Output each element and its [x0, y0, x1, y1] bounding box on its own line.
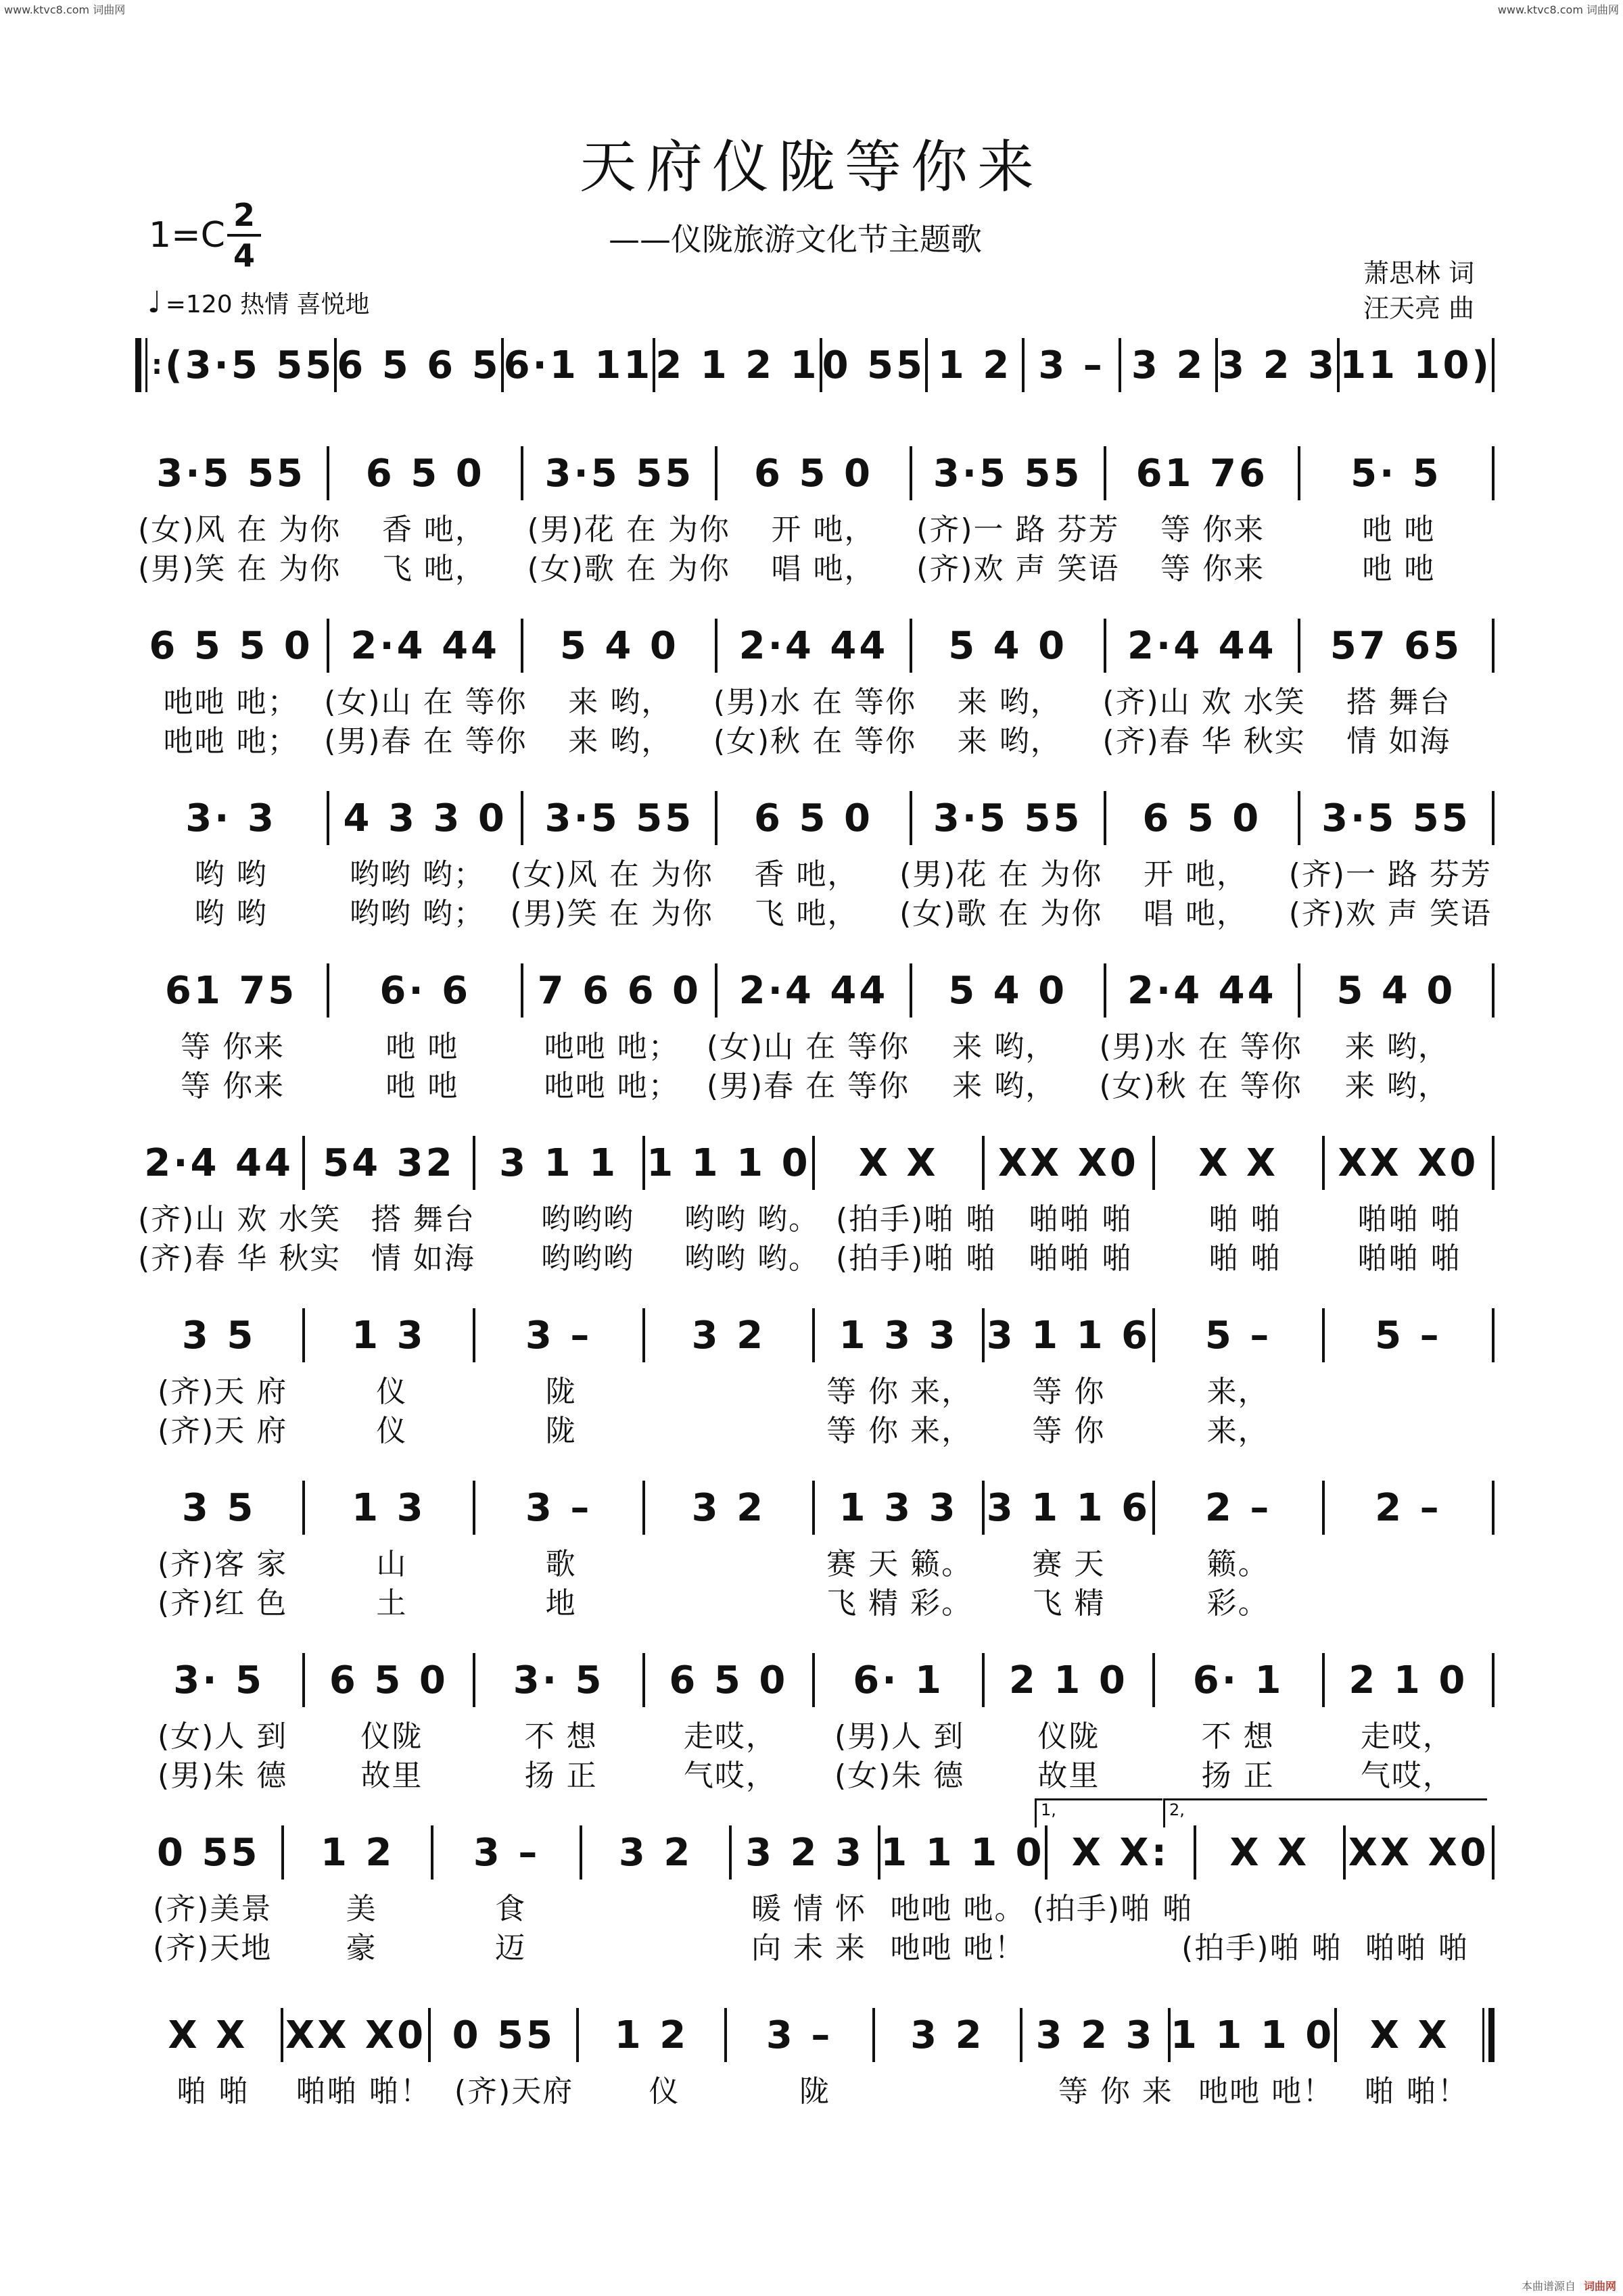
lyric-segment: 等 你 来， [826, 1414, 973, 1448]
footer-logo: 词曲网 [1583, 2280, 1616, 2293]
repeat-start-barline: : [135, 338, 165, 392]
lyric-segment: 来 哟， [957, 724, 1062, 759]
lyric-segment: (齐)春 华 秋实 [1102, 724, 1306, 759]
lyric-segment: (齐)山 欢 水笑 [1102, 685, 1306, 719]
lyric-segment: (齐)一 路 芬芳 [916, 512, 1120, 547]
lyric-segment: (拍手)啪 啪 [835, 1202, 997, 1237]
lyric-line-1 [135, 679, 1495, 719]
measure: 3 – [473, 1830, 540, 1875]
measure: 3·5 55 [933, 451, 1083, 496]
measure: XX X0 [1338, 1141, 1479, 1185]
lyric-segment: 啪 啪 [1208, 1202, 1282, 1237]
lyric-segment: 啪啪 啪 [1029, 1202, 1133, 1237]
measure: 5· 5 [1350, 451, 1442, 496]
lyric-segment: 来 哟， [1344, 1030, 1449, 1064]
lyric-segment: 走哎， [683, 1719, 777, 1754]
measure: 54 32 [323, 1141, 455, 1185]
measure: 1 3 3 [839, 1313, 958, 1358]
lyric-segment: (齐)欢 声 笑语 [916, 552, 1120, 586]
notation-line [135, 1819, 1495, 1886]
measure: 3·5 55 [1321, 796, 1471, 840]
lyric-segment: 等 你来 [1160, 552, 1265, 586]
composer: 汪天亮 曲 [1363, 293, 1475, 323]
volta-bracket-1: 1, [1035, 1798, 1162, 1827]
lyric-segment: (男)人 到 [834, 1719, 965, 1754]
measure: 3 5 [181, 1485, 256, 1530]
measure: 6 5 0 [365, 451, 485, 496]
barline [1492, 619, 1495, 673]
measure: 3·5 55 [933, 796, 1083, 840]
quarter-note-icon: ♩ [147, 285, 162, 320]
lyric-line-1 [135, 1369, 1495, 1408]
lyric-segment: 吔吔 吔； [544, 1069, 680, 1103]
measure: 5 4 0 [559, 623, 679, 668]
measure: 1 3 [352, 1485, 426, 1530]
lyric-line-2 [135, 1753, 1495, 1792]
lyric-segment: 唱 吔， [1144, 896, 1248, 931]
system-11 [135, 2001, 1495, 2108]
lyric-segment: 来 哟， [1344, 1069, 1449, 1103]
lyric-segment: (女)山 在 等你 [324, 685, 527, 719]
lyric-segment: 啪啪 啪 [1365, 1931, 1469, 1965]
time-signature-top: 2 [233, 197, 255, 233]
measure: 0 55 [157, 1830, 260, 1875]
lyric-segment: (女)秋 在 等你 [713, 724, 917, 759]
song-subtitle: ——仪陇旅游文化节主题歌 [609, 221, 982, 258]
notation-line [135, 2001, 1495, 2069]
measure: 3· 5 [513, 1658, 605, 1702]
time-signature [227, 197, 261, 273]
measure: 5 4 0 [948, 968, 1068, 1013]
lyric-segment: (女)风 在 为你 [138, 512, 342, 547]
lyric-segment: 哟哟 哟； [349, 896, 485, 931]
barline [1492, 338, 1495, 392]
lyric-segment: (男)笑 在 为你 [138, 552, 342, 586]
system-8 [135, 1474, 1495, 1620]
measure: 3 1 1 6 [986, 1313, 1151, 1358]
lyric-segment: (齐)客 家 [157, 1547, 288, 1581]
lyric-segment: 等 你 来， [826, 1374, 973, 1409]
measure: 3 2 [691, 1485, 766, 1530]
measure: 1 1 1 0 [1170, 2013, 1335, 2057]
system-10 [135, 1800, 1495, 1965]
measure: 6· 6 [379, 968, 471, 1013]
measure: 2 1 0 [1008, 1658, 1128, 1702]
system-7 [135, 1301, 1495, 1448]
song-title: 天府仪陇等你来 [579, 134, 1043, 200]
lyric-segment: 哟哟 哟。 [684, 1241, 820, 1276]
lyric-segment: (拍手)啪 啪 [1032, 1892, 1194, 1926]
lyric-line-2 [135, 891, 1495, 930]
credits [1363, 256, 1474, 326]
lyric-segment: 赛 天 籁。 [826, 1547, 973, 1581]
measure: 3 2 [618, 1830, 693, 1875]
measure: 3 2 3 [1218, 343, 1338, 387]
lyric-segment: (男)笑 在 为你 [510, 896, 713, 931]
measure: X X: [1071, 1830, 1169, 1875]
measure: X X [1198, 1141, 1279, 1185]
measure: X X [168, 2013, 248, 2057]
lyric-segment: 来 哟， [568, 724, 673, 759]
measure: 3 – [525, 1313, 592, 1358]
lyric-line-2 [135, 546, 1495, 585]
measure: (3·5 55 [165, 343, 335, 387]
lyric-segment: (齐)山 欢 水笑 [138, 1202, 342, 1237]
lyric-segment: 哟哟 哟； [349, 857, 485, 892]
lyric-segment: 等 你来 [1160, 512, 1265, 547]
lyric-segment: 啪啪 啪！ [296, 2074, 431, 2109]
measure: 3 – [525, 1485, 592, 1530]
lyric-segment: (女)山 在 等你 [706, 1030, 910, 1064]
measure: 6· 1 [853, 1658, 944, 1702]
lyric-segment: (齐)天 府 [157, 1374, 288, 1409]
measure: 1 2 [320, 1830, 395, 1875]
lyric-segment: 故里 [360, 1759, 423, 1793]
barline [1492, 1308, 1495, 1362]
measure: 1 2 [937, 343, 1012, 387]
lyric-segment: 彩。 [1206, 1586, 1269, 1621]
lyric-segment: 开 吔， [1144, 857, 1248, 892]
measure: XX X0 [1348, 1830, 1489, 1875]
system-1 [135, 331, 1495, 399]
lyric-segment: 搭 舞台 [1346, 685, 1451, 719]
notation-line [135, 331, 1495, 399]
lyric-segment: 等 你来 [181, 1030, 285, 1064]
lyric-line-2 [135, 719, 1495, 758]
lyric-segment: 哟哟哟 [540, 1202, 634, 1237]
measure: 3·5 55 [544, 451, 695, 496]
tempo-text: =120 热情 喜悦地 [165, 291, 370, 318]
lyric-segment: 陇 [545, 1414, 577, 1448]
lyric-segment: 飞 精 彩。 [826, 1586, 973, 1621]
measure: 3 2 3 [745, 1830, 864, 1875]
lyric-segment: 哟哟 哟。 [684, 1202, 820, 1237]
lyric-line-1 [135, 852, 1495, 891]
measure: 3 – [1038, 343, 1105, 387]
notation-line [135, 612, 1495, 679]
measure: 6 5 0 [1142, 796, 1262, 840]
lyric-segment: (齐)欢 声 笑语 [1288, 896, 1492, 931]
system-6 [135, 1129, 1495, 1275]
measure: 3· 5 [173, 1658, 264, 1702]
lyric-segment: 啪 啪 [1208, 1241, 1282, 1276]
lyric-line-2 [135, 1236, 1495, 1275]
site-watermark-left: www.ktvc8.com 词曲网 [4, 3, 126, 16]
measure: 3 5 [181, 1313, 256, 1358]
lyric-segment: 吔 吔 [385, 1030, 459, 1064]
lyric-segment: 不 想 [1201, 1719, 1275, 1754]
measure: XX X0 [997, 1141, 1139, 1185]
lyric-segment: 飞 吔， [381, 552, 486, 586]
lyric-segment: (女)秋 在 等你 [1099, 1069, 1302, 1103]
lyric-segment: 来， [1206, 1414, 1269, 1448]
measure: 3 2 [910, 2013, 985, 2057]
lyric-segment: 等 你来 [181, 1069, 285, 1103]
lyric-segment: 吔 吔 [1362, 552, 1436, 586]
lyric-segment: 仪 [649, 2074, 680, 2109]
measure: 61 75 [164, 968, 298, 1013]
measure: 6 5 0 [754, 451, 873, 496]
lyric-segment: 吔吔 吔。 [890, 1892, 1026, 1926]
lyric-segment: 赛 天 [1032, 1547, 1106, 1581]
measure: 6· 1 [1192, 1658, 1284, 1702]
lyric-segment: 地 [545, 1586, 577, 1621]
lyric-line-1 [135, 1886, 1495, 1926]
lyric-segment: (齐)天地 [153, 1931, 273, 1965]
measure: 1 1 1 0 [646, 1141, 811, 1185]
lyric-segment: 美 [346, 1892, 377, 1926]
lyric-line-1 [135, 1197, 1495, 1236]
lyric-segment: 开 吔， [771, 512, 876, 547]
lyric-segment: 不 想 [524, 1719, 598, 1754]
lyric-segment: 食 [495, 1892, 527, 1926]
lyric-segment: (拍手)啪 啪 [835, 1241, 997, 1276]
lyric-segment: (齐)一 路 芬芳 [1288, 857, 1492, 892]
lyric-segment: (齐)天 府 [157, 1414, 288, 1448]
notation-line [135, 957, 1495, 1024]
lyric-segment: 等 你 来 [1058, 2074, 1173, 2109]
lyric-segment: 啪啪 啪 [1357, 1241, 1462, 1276]
measure: 3· 3 [185, 796, 277, 840]
lyric-segment: 吔 吔 [385, 1069, 459, 1103]
measure: 3 – [766, 2013, 833, 2057]
measure: X X [1229, 1830, 1310, 1875]
lyric-segment: (男)水 在 等你 [713, 685, 917, 719]
lyric-segment: (男)花 在 为你 [899, 857, 1103, 892]
barline [1492, 963, 1495, 1018]
lyric-segment: 情 如海 [371, 1241, 475, 1276]
volta-bracket-2: 2, [1163, 1798, 1487, 1827]
lyric-segment: 来 哟， [952, 1069, 1057, 1103]
lyric-segment: 香 吔， [754, 857, 859, 892]
lyric-segment: 山 [376, 1547, 408, 1581]
lyric-segment: 土 [376, 1586, 408, 1621]
measure: 2·4 44 [738, 968, 889, 1013]
measure: 3 1 1 6 [986, 1485, 1151, 1530]
measure: 0 55 [822, 343, 925, 387]
lyric-segment: (齐)美景 [153, 1892, 273, 1926]
system-3 [135, 612, 1495, 758]
lyric-segment: 啪 啪！ [1364, 2074, 1469, 2109]
measure: 2 – [1375, 1485, 1442, 1530]
measure: 1 3 [352, 1313, 426, 1358]
measure: 7 6 6 0 [537, 968, 702, 1013]
lyric-segment: 啪啪 啪 [1357, 1202, 1462, 1237]
system-2 [135, 439, 1495, 585]
lyric-segment: 向 未 来 [751, 1931, 867, 1965]
measure: 6 5 0 [669, 1658, 789, 1702]
lyric-segment: (拍手)啪 啪 [1181, 1931, 1343, 1965]
measure: 1 1 1 0 [880, 1830, 1045, 1875]
lyric-segment: 籁。 [1206, 1547, 1269, 1581]
lyric-segment: 仪陇 [1037, 1719, 1100, 1754]
measure: 11 10) [1340, 343, 1492, 387]
notation-line [135, 1646, 1495, 1714]
lyric-segment: 哟哟哟 [540, 1241, 634, 1276]
footer-note: 本曲谱源自 [1521, 2280, 1576, 2293]
measure: 5 4 0 [948, 623, 1068, 668]
lyric-segment: (女)歌 在 为你 [899, 896, 1103, 931]
lyric-segment: (男)春 在 等你 [706, 1069, 910, 1103]
lyric-segment: 搭 舞台 [371, 1202, 475, 1237]
barline [1492, 1136, 1495, 1190]
lyric-segment: 等 你 [1032, 1414, 1106, 1448]
lyricist: 萧思林 词 [1363, 258, 1475, 288]
lyric-segment: 吔吔 吔； [163, 724, 299, 759]
lyric-segment: 气哎， [683, 1759, 777, 1793]
lyric-segment: 香 吔， [381, 512, 486, 547]
notation-line [135, 1474, 1495, 1541]
measure: 6 5 0 [329, 1658, 448, 1702]
measure: 57 65 [1330, 623, 1463, 668]
lyric-segment: 飞 精 [1032, 1586, 1106, 1621]
measure: 5 4 0 [1336, 968, 1456, 1013]
lyric-segment: (女)人 到 [157, 1719, 288, 1754]
lyric-segment: 仪 [376, 1374, 408, 1409]
lyric-segment: 气哎， [1360, 1759, 1454, 1793]
measure: 2·4 44 [738, 623, 889, 668]
lyric-segment: (男)春 在 等你 [324, 724, 527, 759]
time-signature-line [227, 234, 261, 237]
lyric-segment: 哟 哟 [194, 857, 268, 892]
notation-line [135, 439, 1495, 507]
lyric-segment: 扬 正 [524, 1759, 598, 1793]
lyric-segment: 啪啪 啪 [1029, 1241, 1133, 1276]
lyric-segment: 豪 [346, 1931, 377, 1965]
lyric-segment: 歌 [545, 1547, 577, 1581]
lyric-segment: (女)朱 德 [834, 1759, 965, 1793]
measure: 2·4 44 [1127, 968, 1277, 1013]
notation-line [135, 1301, 1495, 1369]
lyric-segment: (男)水 在 等你 [1099, 1030, 1302, 1064]
measure: 2 1 2 1 [655, 343, 820, 387]
measure: 6 5 5 0 [149, 623, 313, 668]
lyric-segment: 啪 啪 [177, 2074, 250, 2109]
measure: 2 1 0 [1348, 1658, 1468, 1702]
measure: 6·1 11 [503, 343, 653, 387]
measure: XX X0 [285, 2013, 427, 2057]
barline [1492, 446, 1495, 500]
system-4 [135, 784, 1495, 930]
lyric-segment: 等 你 [1032, 1374, 1106, 1409]
notation-line [135, 1129, 1495, 1197]
measure: 2·4 44 [144, 1141, 293, 1185]
lyric-segment: 唱 吔， [771, 552, 876, 586]
measure: 6 5 0 [754, 796, 873, 840]
lyric-segment: 吔吔 吔！ [890, 1931, 1026, 1965]
lyric-line-1 [135, 1541, 1495, 1581]
lyric-line-1 [135, 507, 1495, 546]
lyric-segment: 陇 [545, 1374, 577, 1409]
lyric-segment: (齐)春 华 秋实 [138, 1241, 342, 1276]
lyric-segment: (男)花 在 为你 [527, 512, 730, 547]
measure: 1 3 3 [839, 1485, 958, 1530]
lyric-segment: 来 哟， [952, 1030, 1057, 1064]
lyric-segment: (齐)红 色 [157, 1586, 288, 1621]
lyric-segment: 吔吔 吔； [544, 1030, 680, 1064]
measure: 4 3 3 0 [343, 796, 507, 840]
measure: X X [858, 1141, 939, 1185]
notation-line [135, 784, 1495, 852]
key-signature: 1=C [149, 215, 225, 256]
measure: 3 2 3 [1035, 2013, 1155, 2057]
measure: 5 – [1375, 1313, 1442, 1358]
lyric-segment: 来， [1206, 1374, 1269, 1409]
system-5 [135, 957, 1495, 1103]
lyric-segment: (齐)天府 [454, 2074, 574, 2109]
barline [1492, 791, 1495, 845]
lyric-segment: 走哎， [1360, 1719, 1454, 1754]
system-9 [135, 1646, 1495, 1792]
final-barline [1482, 2008, 1495, 2062]
measure: 5 – [1204, 1313, 1272, 1358]
time-signature-bottom: 4 [233, 237, 255, 274]
measure: 0 55 [452, 2013, 555, 2057]
measure: 3 2 [1131, 343, 1206, 387]
lyric-segment: 飞 吔， [754, 896, 859, 931]
lyric-segment: (女)歌 在 为你 [527, 552, 730, 586]
lyric-segment: (男)朱 德 [157, 1759, 288, 1793]
lyric-line-1 [135, 1024, 1495, 1063]
measure: 2·4 44 [350, 623, 500, 668]
lyric-segment: (女)风 在 为你 [510, 857, 713, 892]
lyric-segment: 吔 吔 [1362, 512, 1436, 547]
measure: 61 76 [1135, 451, 1268, 496]
lyric-line-1 [135, 2069, 1495, 2108]
lyric-segment: 迈 [495, 1931, 527, 1965]
barline [1492, 1653, 1495, 1707]
lyric-segment: 来 哟， [568, 685, 673, 719]
measure: 3·5 55 [544, 796, 695, 840]
lyric-segment: 扬 正 [1201, 1759, 1275, 1793]
measure: 1 2 [614, 2013, 689, 2057]
lyric-segment: 暖 情 怀 [751, 1892, 867, 1926]
measure: X X [1369, 2013, 1450, 2057]
measure: 6 5 6 5 [337, 343, 501, 387]
lyric-segment: 吔吔 吔； [163, 685, 299, 719]
measure: 2 – [1204, 1485, 1272, 1530]
measure: 3 1 1 [499, 1141, 619, 1185]
lyric-segment: 情 如海 [1346, 724, 1451, 759]
lyric-line-1 [135, 1714, 1495, 1753]
measure: 3·5 55 [156, 451, 306, 496]
lyric-segment: 仪 [376, 1414, 408, 1448]
measure: 2·4 44 [1127, 623, 1277, 668]
barline [1492, 1481, 1495, 1535]
lyric-segment: 哟 哟 [194, 896, 268, 931]
lyric-line-2 [135, 1063, 1495, 1103]
lyric-line-2 [135, 1926, 1495, 1965]
lyric-line-2 [135, 1581, 1495, 1620]
measure: 3 2 [691, 1313, 766, 1358]
lyric-segment: 吔吔 吔！ [1198, 2074, 1334, 2109]
lyric-segment: 仪陇 [360, 1719, 423, 1754]
lyric-segment: 故里 [1037, 1759, 1100, 1793]
page-footer [1522, 2278, 1616, 2293]
barline [1492, 1825, 1495, 1880]
tempo-marking [147, 285, 370, 320]
lyric-segment: 陇 [799, 2074, 830, 2109]
lyric-segment: 来 哟， [957, 685, 1062, 719]
site-watermark-right: www.ktvc8.com 词曲网 [1497, 3, 1619, 16]
lyric-line-2 [135, 1408, 1495, 1448]
